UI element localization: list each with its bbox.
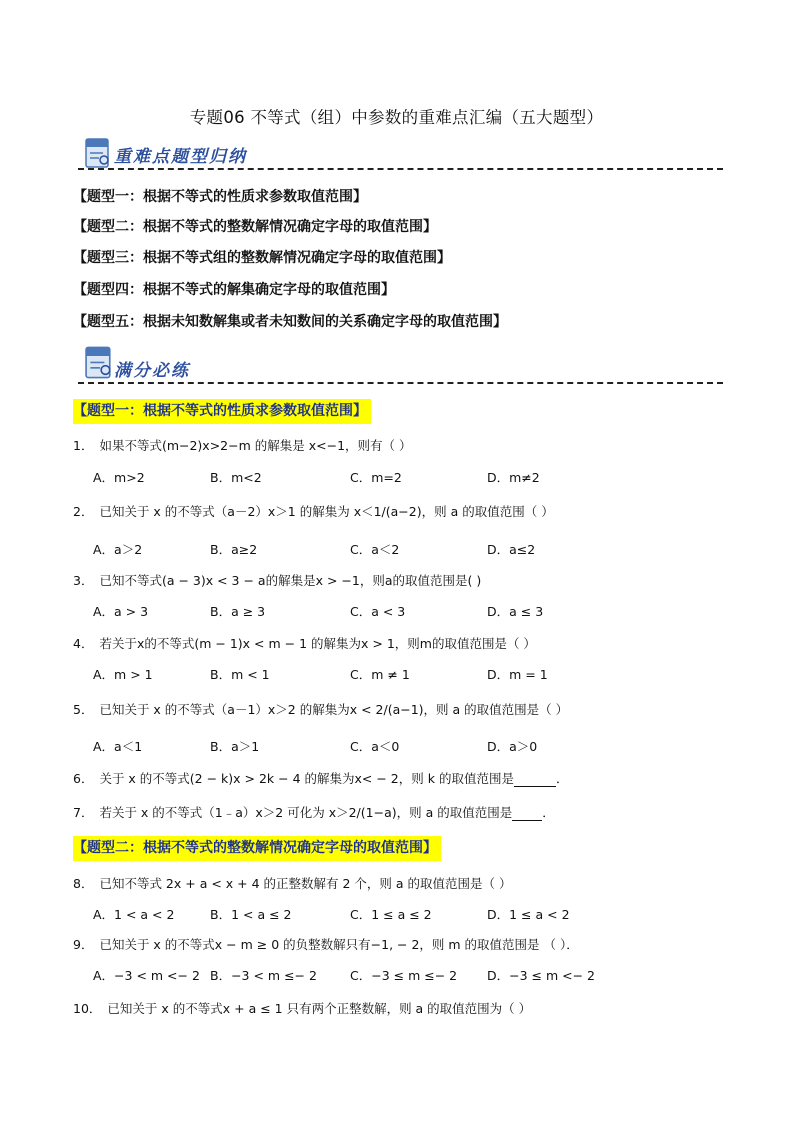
question-2: 2． 已知关于 x 的不等式（a－2）x＞1 的解集为 x＜1/(a−2)，则 a 的取值范围（ ） bbox=[73, 504, 554, 519]
option-d: D．a＞0 bbox=[487, 739, 538, 754]
option-b: B．−3 < m ≤− 2 bbox=[210, 968, 317, 983]
option-a: A．1 < a < 2 bbox=[93, 907, 175, 922]
section-banner-practice bbox=[78, 346, 723, 386]
answer-blank[interactable] bbox=[514, 774, 556, 787]
question-4: 4． 若关于x的不等式(m − 1)x < m − 1 的解集为x > 1，则m的取值范围是（ ） bbox=[73, 636, 536, 651]
option-a: A．a＞2 bbox=[93, 542, 143, 557]
option-c: C．a＜0 bbox=[350, 739, 400, 754]
question-6: 6． 关于 x 的不等式(2 − k)x > 2k − 4 的解集为x< − 2，则 k 的取值范围是 ． bbox=[73, 771, 569, 786]
question-10: 10． 已知关于 x 的不等式x + a ≤ 1 只有两个正整数解，则 a 的取值范围为（ ） bbox=[73, 1001, 532, 1016]
option-a: A．m > 1 bbox=[93, 667, 153, 682]
question-3: 3． 已知不等式(a − 3)x < 3 − a的解集是x > −1，则a的取值范围是( ) bbox=[73, 573, 482, 588]
option-b: B．a ≥ 3 bbox=[210, 604, 266, 619]
answer-blank[interactable] bbox=[512, 808, 542, 821]
option-a: A．a > 3 bbox=[93, 604, 149, 619]
option-d: D．a ≤ 3 bbox=[487, 604, 544, 619]
question-8: 8． 已知不等式 2x + a < x + 4 的正整数解有 2 个，则 a 的取值范围是（ ） bbox=[73, 876, 512, 891]
option-b: B．m < 1 bbox=[210, 667, 270, 682]
option-a: A．−3 < m <− 2 bbox=[93, 968, 200, 983]
toc-item: 【题型三：根据不等式组的整数解情况确定字母的取值范围】 bbox=[73, 250, 451, 266]
option-c: C．a < 3 bbox=[350, 604, 406, 619]
option-c: C．m ≠ 1 bbox=[350, 667, 410, 682]
option-d: D．a≤2 bbox=[487, 542, 536, 557]
question-5: 5． 已知关于 x 的不等式（a－1）x＞2 的解集为x < 2/(a−1)，则 a 的取值范围是（ ） bbox=[73, 702, 569, 717]
option-c: C．m=2 bbox=[350, 470, 402, 485]
toc-item: 【题型四：根据不等式的解集确定字母的取值范围】 bbox=[73, 282, 395, 298]
option-d: D．m≠2 bbox=[487, 470, 540, 485]
question-1: 1． 如果不等式(m−2)x>2−m 的解集是 x<−1，则有（ ） bbox=[73, 438, 412, 453]
toc-item: 【题型五：根据未知数解集或者未知数间的关系确定字母的取值范围】 bbox=[73, 314, 507, 330]
dashed-divider bbox=[78, 168, 723, 170]
section-heading: 【题型二：根据不等式的整数解情况确定字母的取值范围】 bbox=[73, 836, 441, 861]
option-c: C．a＜2 bbox=[350, 542, 400, 557]
option-b: B．m<2 bbox=[210, 470, 262, 485]
document-icon bbox=[85, 346, 113, 380]
option-c: C．−3 ≤ m ≤− 2 bbox=[350, 968, 458, 983]
banner-label: 满分必练 bbox=[114, 361, 190, 381]
option-d: D．−3 ≤ m <− 2 bbox=[487, 968, 595, 983]
option-a: A．m>2 bbox=[93, 470, 145, 485]
banner-label: 重难点题型归纳 bbox=[114, 147, 247, 167]
option-d: D．1 ≤ a < 2 bbox=[487, 907, 570, 922]
option-b: B．a＞1 bbox=[210, 739, 260, 754]
page-title: 专题06 不等式（组）中参数的重难点汇编（五大题型） bbox=[189, 108, 604, 127]
toc-item: 【题型一：根据不等式的性质求参数取值范围】 bbox=[73, 189, 367, 205]
section-banner-summary bbox=[78, 138, 723, 172]
section-heading: 【题型一：根据不等式的性质求参数取值范围】 bbox=[73, 399, 371, 424]
option-a: A．a＜1 bbox=[93, 739, 143, 754]
toc-item: 【题型二：根据不等式的整数解情况确定字母的取值范围】 bbox=[73, 219, 437, 235]
question-9: 9． 已知关于 x 的不等式x − m ≥ 0 的负整数解只有−1, − 2，则 m 的取值范围是 （ ）． bbox=[73, 937, 579, 952]
option-d: D．m = 1 bbox=[487, 667, 548, 682]
option-c: C．1 ≤ a ≤ 2 bbox=[350, 907, 432, 922]
document-icon bbox=[85, 138, 111, 169]
option-b: B．1 < a ≤ 2 bbox=[210, 907, 292, 922]
question-7: 7． 若关于 x 的不等式（1﹣a）x＞2 可化为 x＞2/(1−a)，则 a 的取值范围是 ． bbox=[73, 805, 555, 820]
dashed-divider bbox=[78, 382, 723, 384]
option-b: B．a≥2 bbox=[210, 542, 258, 557]
